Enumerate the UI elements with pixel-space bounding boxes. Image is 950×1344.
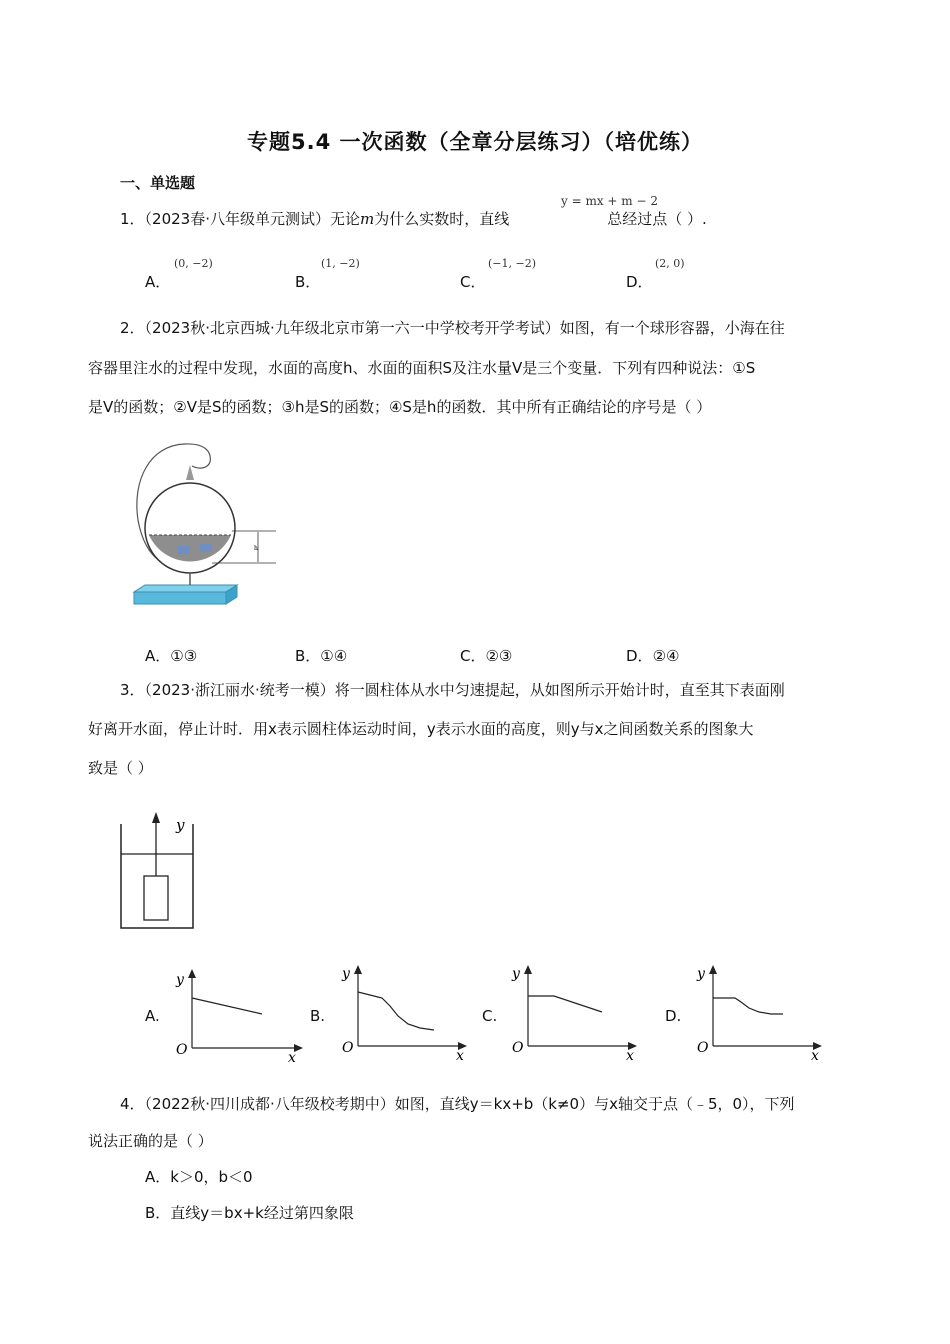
q3-option-d-label[interactable]: D. [665,1007,682,1025]
q1-option-d-label[interactable]: D． [626,273,653,291]
question-1-stem: 1．（2023春·八年级单元测试）无论m为什么实数时，直线 总经过点（ ）. [120,210,707,228]
svg-text:y: y [176,972,184,988]
q1-option-d-value: (2, 0) [655,257,685,270]
height-h-label: h [254,545,258,552]
question-2-number: 2． [120,319,145,337]
question-4-number: 4． [120,1095,145,1113]
question-4-line-1: 4．（2022秋·四川成都·八年级校考期中）如图，直线y＝kx+b（k≠0）与x轴交于点（﹣5，0），下列 [120,1095,795,1113]
section-heading: 一、单选题 [120,174,196,192]
q3-option-b-label[interactable]: B. [310,1007,326,1025]
question-1-source: （2023春·八年级单元测试） [144,210,330,228]
svg-text:O: O [512,1040,524,1056]
svg-text:y: y [342,966,350,982]
question-1-number: 1． [120,210,145,228]
q2-option-b-label[interactable]: B．①④ [295,647,348,665]
question-3-number: 3． [120,681,145,699]
q1-option-c-label[interactable]: C． [460,273,486,291]
question-4-line-2: 说法正确的是（ ） [88,1132,213,1150]
q1-option-b-value: (1, −2) [321,257,360,270]
q3-graph-d [695,960,835,1064]
svg-text:x: x [288,1050,296,1066]
q1-option-a-value: (0, −2) [174,257,213,270]
q1-option-b-label[interactable]: B． [295,273,321,291]
spherical-container-figure [130,440,258,610]
svg-text:x: x [811,1048,819,1064]
q4-option-a[interactable]: A．k＞0，b＜0 [145,1168,253,1186]
q3-graph-a [170,964,310,1064]
svg-text:O: O [697,1040,709,1056]
q1-option-a-label[interactable]: A． [145,273,171,291]
svg-text:O: O [176,1042,188,1058]
question-3-line-3: 致是（ ） [88,759,153,777]
svg-text:O: O [342,1040,354,1056]
q3-graph-b [340,960,480,1064]
question-3-line-2: 好离开水面，停止计时．用x表示圆柱体运动时间，y表示水面的高度，则y与x之间函数关系的图象大 [88,720,754,738]
question-2-line-2: 容器里注水的过程中发现，水面的高度h、水面的面积S及注水量V是三个变量．下列有四种说法：①S [88,359,756,377]
q2-option-d-label[interactable]: D．②④ [626,647,680,665]
question-2-line-3: 是V的函数；②V是S的函数；③h是S的函数；④S是h的函数．其中所有正确结论的序号是（ ） [88,398,712,416]
cylinder-in-water-figure [115,810,205,932]
svg-text:y: y [512,966,520,982]
svg-text:y: y [697,966,705,982]
q3-option-a-label[interactable]: A. [145,1007,160,1025]
q1-option-c-value: (−1, −2) [488,257,537,270]
q3-graph-c [510,960,650,1064]
q3-option-c-label[interactable]: C. [482,1007,498,1025]
page-title: 专题5.4 一次函数（全章分层练习）（培优练） [246,130,703,154]
figure-y-label: y [176,816,185,834]
question-2-line-1: 2．（2023秋·北京西城·九年级北京市第一六一中学校考开学考试）如图，有一个球形容器，小海在往 [120,319,785,337]
question-1-equation: y = mx + m − 2 [561,194,658,208]
svg-text:x: x [626,1048,634,1064]
svg-text:x: x [456,1048,464,1064]
q4-option-b[interactable]: B．直线y＝bx+k经过第四象限 [145,1204,354,1222]
question-3-line-1: 3．（2023·浙江丽水·统考一模）将一圆柱体从水中匀速提起，从如图所示开始计时，直至其下表面刚 [120,681,785,699]
q2-option-a-label[interactable]: A．①③ [145,647,198,665]
q2-option-c-label[interactable]: C．②③ [460,647,513,665]
var-m: m [360,210,375,228]
